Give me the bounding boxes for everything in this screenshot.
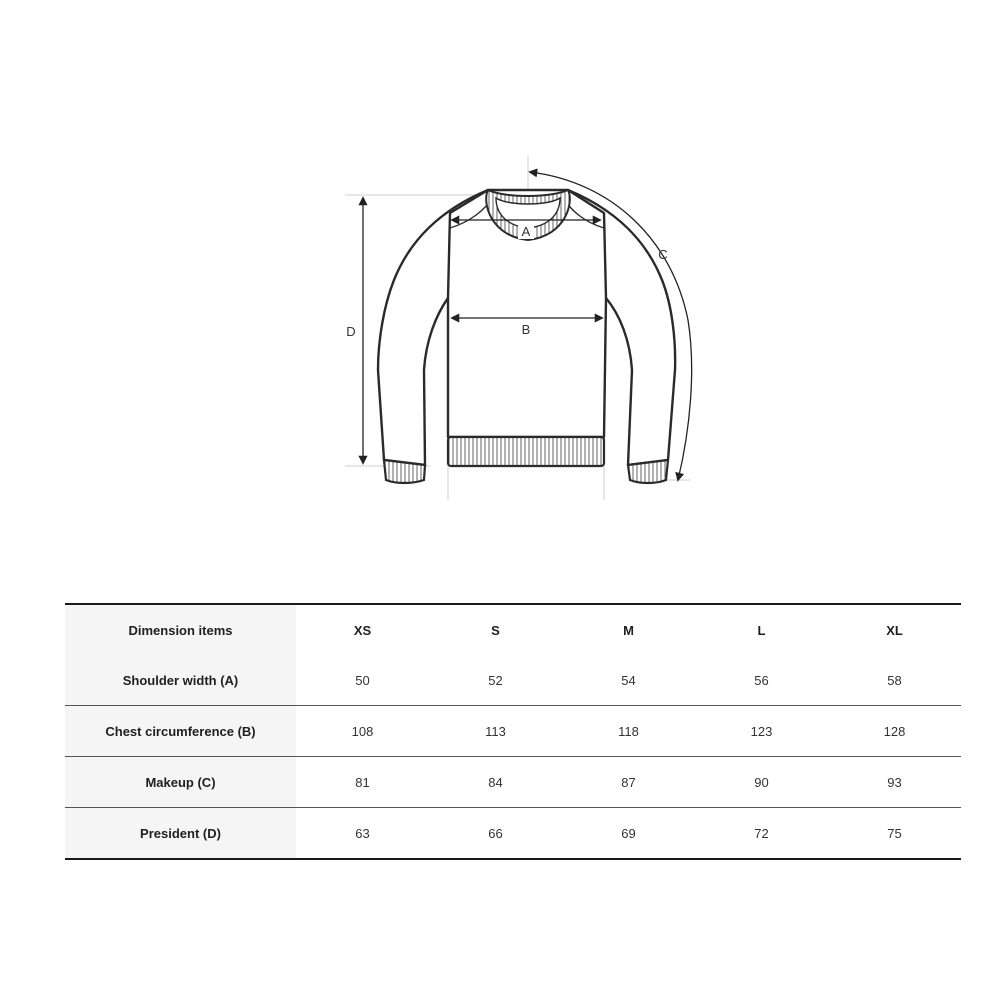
table-cell: 66 — [488, 825, 503, 841]
row-label-makeup: Makeup (C) — [65, 757, 296, 808]
table-cell: 113 — [429, 706, 562, 757]
table-cell: 75 — [887, 825, 902, 841]
table-row — [65, 757, 961, 808]
row-label-president: President (D) — [65, 808, 296, 860]
table-row — [65, 706, 961, 757]
table-cell: 118 — [562, 706, 695, 757]
table-cell: 128 — [828, 706, 961, 757]
table-cell: 87 — [562, 757, 695, 808]
table-cell: 56 — [695, 655, 828, 706]
row-label-chest-circumference: Chest circumference (B) — [65, 706, 296, 757]
right-cuff — [628, 460, 668, 483]
table-cell: 72 — [754, 825, 769, 841]
table-cell: 50 — [296, 655, 429, 706]
dimension-d-label: D — [346, 324, 356, 339]
table-cell: 108 — [296, 706, 429, 757]
table-cell: 81 — [296, 757, 429, 808]
table-cell: 52 — [429, 655, 562, 706]
table-cell: 93 — [828, 757, 961, 808]
size-chart-table — [65, 603, 961, 860]
table-row — [65, 808, 961, 860]
left-cuff — [384, 460, 425, 483]
table-cell: 54 — [562, 655, 695, 706]
header-size-m: M — [623, 622, 634, 638]
hem-rib — [448, 437, 604, 466]
table-cell: 123 — [695, 706, 828, 757]
table-cell: 63 — [355, 825, 370, 841]
dimension-c-label: C — [658, 247, 668, 262]
header-size-xs: XS — [353, 622, 372, 638]
row-label-shoulder-width: Shoulder width (A) — [65, 655, 296, 706]
table-header-row — [65, 604, 961, 655]
table-row — [65, 655, 961, 706]
dimension-a-label: A — [521, 224, 531, 239]
table-cell: 69 — [621, 825, 636, 841]
dimension-b-label: B — [521, 322, 531, 337]
table-cell: 84 — [429, 757, 562, 808]
header-label-cell: Dimension items — [65, 604, 296, 655]
table-cell: 58 — [828, 655, 961, 706]
table-cell: 90 — [695, 757, 828, 808]
header-size-l: L — [757, 622, 766, 638]
header-size-xl: XL — [886, 622, 903, 638]
header-size-s: S — [491, 622, 500, 638]
